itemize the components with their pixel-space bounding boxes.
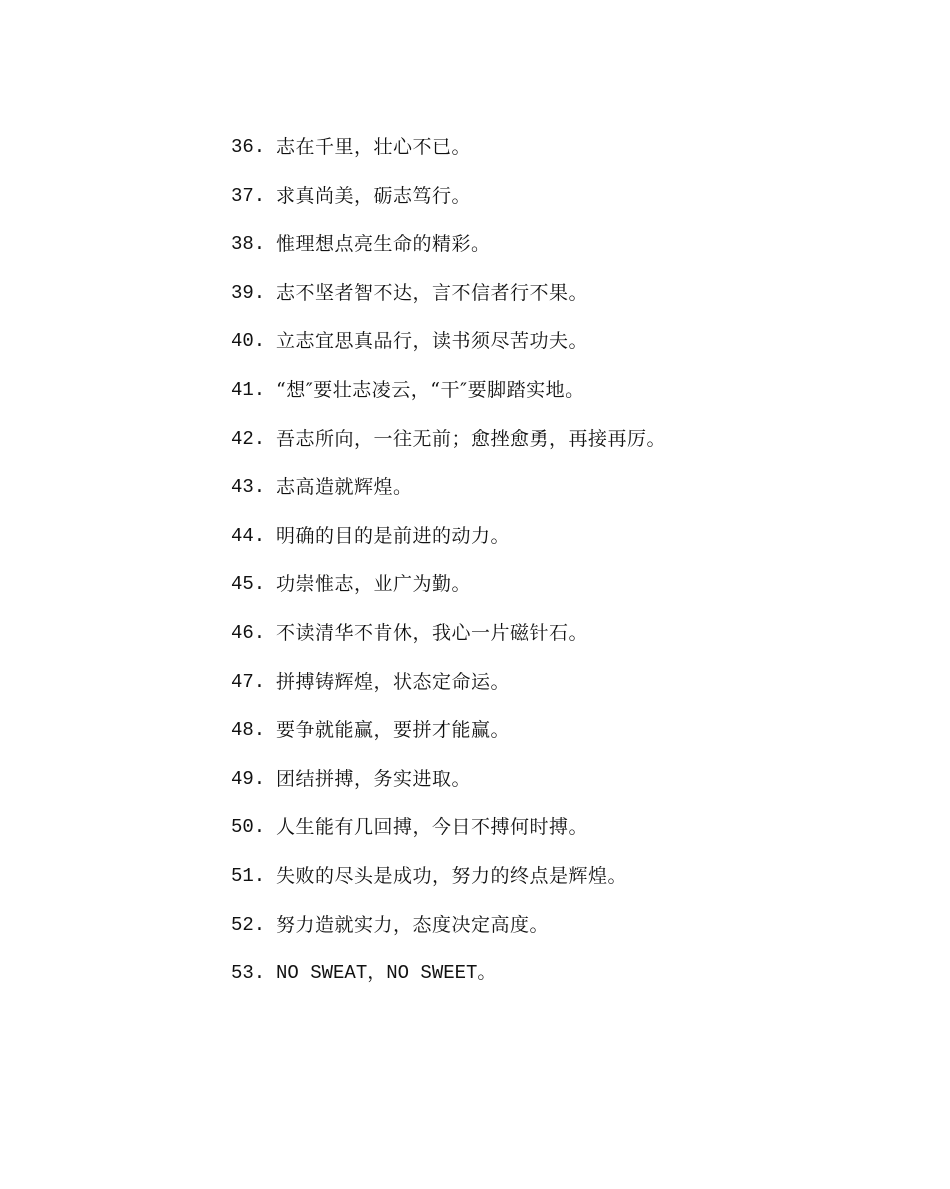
item-text: 求真尚美，砺志笃行。 — [276, 184, 472, 207]
quote-list — [231, 132, 666, 1007]
item-number: 44. — [231, 524, 266, 547]
item-text: 要争就能赢，要拼才能赢。 — [276, 719, 511, 742]
item-number: 40. — [231, 330, 266, 353]
list-item — [231, 618, 666, 667]
item-text: 明确的目的是前进的动力。 — [276, 524, 511, 547]
list-item — [231, 861, 666, 910]
item-text: 努力造就实力，态度决定高度。 — [276, 913, 550, 936]
list-item — [231, 326, 666, 375]
list-item — [231, 278, 666, 327]
item-text: NO SWEAT，NO SWEET。 — [276, 962, 497, 985]
item-number: 39. — [231, 281, 266, 304]
item-text: 团结拼搏，务实进取。 — [276, 767, 472, 790]
item-text: 人生能有几回搏，今日不搏何时搏。 — [276, 816, 589, 839]
item-text: “想″要壮志凌云，“干″要脚踏实地。 — [276, 378, 585, 401]
list-item — [231, 132, 666, 181]
item-number: 49. — [231, 767, 266, 790]
list-item — [231, 764, 666, 813]
item-number: 47. — [231, 670, 266, 693]
list-item — [231, 667, 666, 716]
item-number: 46. — [231, 621, 266, 644]
item-number: 37. — [231, 184, 266, 207]
list-item — [231, 521, 666, 570]
item-text: 失败的尽头是成功，努力的终点是辉煌。 — [276, 864, 628, 887]
list-item — [231, 715, 666, 764]
item-text: 志高造就辉煌。 — [276, 476, 413, 499]
item-text: 功崇惟志，业广为勤。 — [276, 573, 472, 596]
list-item — [231, 569, 666, 618]
item-number: 48. — [231, 719, 266, 742]
list-item — [231, 958, 666, 1007]
item-number: 38. — [231, 233, 266, 256]
item-number: 50. — [231, 816, 266, 839]
list-item — [231, 910, 666, 959]
item-number: 53. — [231, 962, 266, 985]
item-number: 43. — [231, 476, 266, 499]
item-number: 51. — [231, 864, 266, 887]
list-item — [231, 181, 666, 230]
item-number: 41. — [231, 378, 266, 401]
item-number: 52. — [231, 913, 266, 936]
list-item — [231, 424, 666, 473]
list-item — [231, 375, 666, 424]
item-number: 42. — [231, 427, 266, 450]
item-text: 拼搏铸辉煌，状态定命运。 — [276, 670, 511, 693]
list-item — [231, 812, 666, 861]
list-item — [231, 229, 666, 278]
item-text: 不读清华不肯休，我心一片磁针石。 — [276, 621, 589, 644]
list-item — [231, 472, 666, 521]
item-text: 志在千里，壮心不已。 — [276, 136, 472, 158]
item-text: 立志宜思真品行，读书须尽苦功夫。 — [276, 330, 589, 353]
item-text: 吾志所向，一往无前；愈挫愈勇，再接再厉。 — [276, 427, 667, 450]
item-number: 36. — [231, 136, 266, 158]
item-number: 45. — [231, 573, 266, 596]
item-text: 惟理想点亮生命的精彩。 — [276, 233, 491, 256]
item-text: 志不坚者智不达，言不信者行不果。 — [276, 281, 589, 304]
